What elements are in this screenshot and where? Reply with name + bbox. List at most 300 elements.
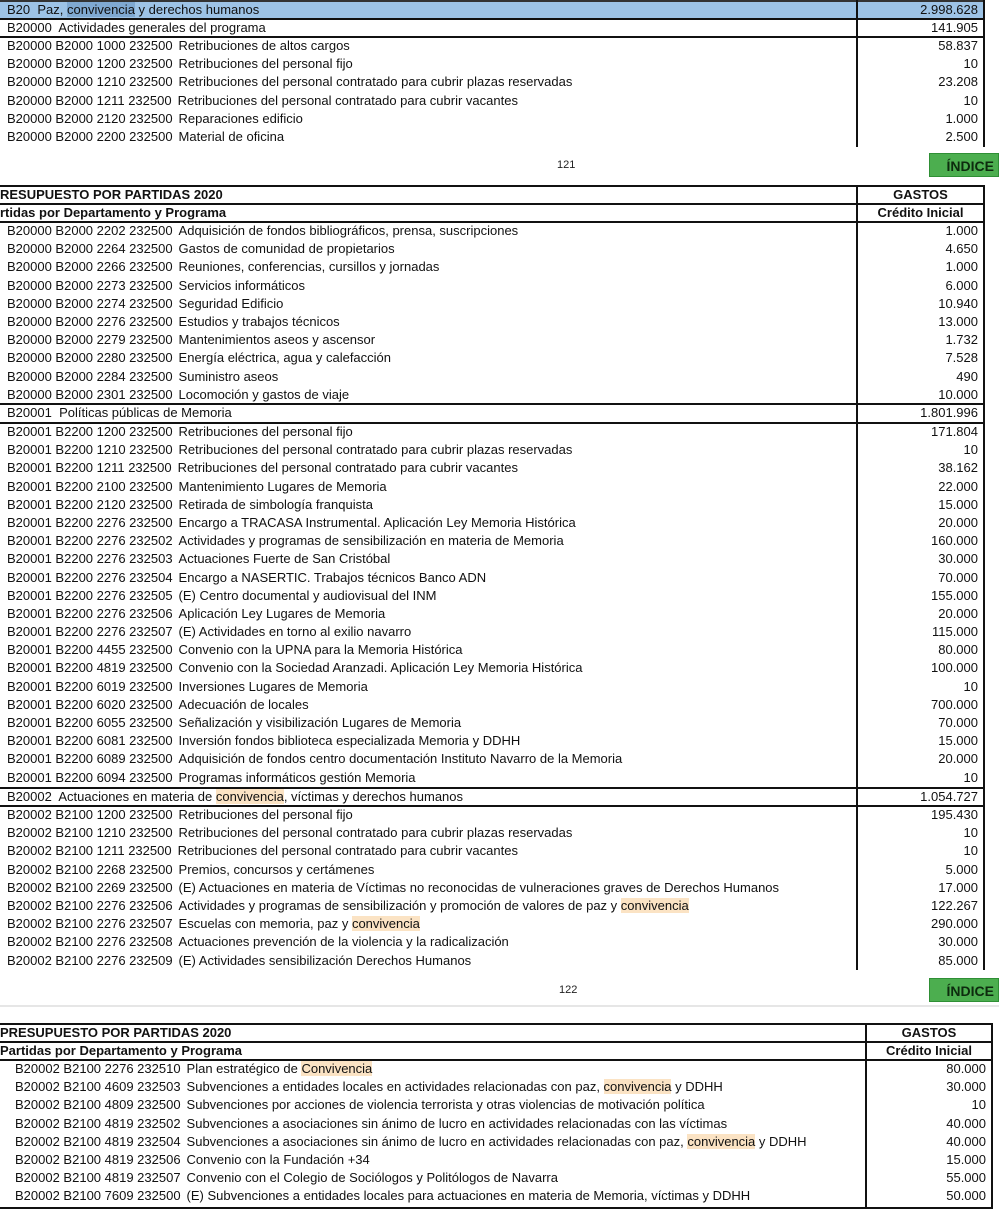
row-label: Subvenciones por acciones de violencia terrorista y otras violencias de motivación política [186,1097,705,1113]
subprogram-description [7,19,266,37]
table-row [0,423,985,441]
budget-code: B20001 B2200 6094 232500 [7,769,173,785]
budget-code: B20000 B2000 2280 232500 [7,350,173,366]
table-row [0,441,985,459]
row-description [7,550,390,568]
row-description [7,641,463,659]
row-label: Aplicación Ley Lugares de Memoria [178,605,386,621]
row-description [7,222,518,240]
index-button[interactable]: ÍNDICE [929,153,999,177]
table-row [0,769,985,787]
table-row [0,623,985,641]
row-amount: 85.000 [938,952,978,968]
row-description [7,952,471,970]
row-label: Suministro aseos [178,368,279,384]
row-label: (E) Subvenciones a entidades locales para actuaciones en materia de Memoria, víctimas y DDHH [186,1188,751,1204]
table-row [0,587,985,605]
budget-code: B20002 B2100 4819 232502 [15,1115,181,1131]
divider [0,0,985,2]
row-label: Inversión fondos biblioteca especializada Memoria y DDHH [178,733,521,749]
row-amount: 10.000 [938,386,978,402]
row-label: Premios, concursos y certámenes [178,861,375,877]
budget-code: B20002 B2100 4819 232506 [15,1151,181,1167]
table-row [0,824,985,842]
table-row [0,952,985,970]
row-amount: 30.000 [938,551,978,567]
row-label: Retribuciones del personal contratado para cubrir plazas reservadas [178,74,573,90]
row-amount: 1.000 [945,110,978,126]
row-label: Retribuciones del personal fijo [178,56,353,72]
budget-code: B20001 B2200 2276 232506 [7,605,173,621]
row-description [7,386,349,404]
row-label: Señalización y visibilización Lugares de Memoria [178,715,462,730]
row-label: Gastos de comunidad de propietarios [178,241,395,257]
row-description [7,769,416,787]
row-description [7,732,520,750]
row-amount: 490 [956,368,978,384]
row-amount: 20.000 [938,751,978,767]
row-label-tail: y DDHH [671,1079,723,1095]
row-amount: 10 [971,1097,986,1113]
line-items [0,222,985,404]
row-amount: 15.000 [938,733,978,749]
table-row [0,1078,993,1096]
row-description [7,128,284,146]
row-description [7,240,395,258]
row-description [7,514,576,532]
row-description [7,861,374,879]
row-amount: 1.732 [945,332,978,348]
row-label: Adquisición de fondos centro documentación Instituto Navarro de la Memoria [178,751,623,767]
budget-code: B20002 B2100 2276 232510 [15,1061,181,1076]
row-amount: 10 [963,825,978,841]
row-amount: 171.804 [931,424,978,439]
row-description [7,331,375,349]
table-title: RESUPUESTO POR PARTIDAS 2020 [0,187,223,202]
row-label: Seguridad Edificio [178,295,284,311]
budget-code: B20002 B2100 2276 232509 [7,952,173,968]
budget-code: B20001 B2200 2276 232507 [7,624,173,640]
row-label: Retribuciones del personal fijo [178,807,353,822]
row-amount: 23.208 [938,74,978,90]
row-label: Subvenciones a asociaciones sin ánimo de lucro en actividades relacionadas con paz, [186,1133,688,1149]
table-row [0,92,985,110]
page-number: 121 [557,159,576,171]
divider [0,1059,993,1061]
row-amount: 100.000 [931,660,978,676]
budget-code: B20001 B2200 6089 232500 [7,751,173,767]
row-amount: 7.528 [945,350,978,366]
table-row [0,532,985,550]
search-highlight: Convivencia [301,1061,373,1076]
row-label: Actuaciones prevención de la violencia y la radicalización [178,934,509,950]
row-label: Subvenciones a entidades locales en actividades relacionadas con paz, [186,1079,604,1095]
column-divider [983,185,985,970]
budget-code: B20002 B2100 7609 232500 [15,1188,181,1204]
row-amount: 22.000 [938,478,978,494]
budget-code: B20000 B2000 1210 232500 [7,74,173,90]
divider [0,203,985,205]
row-label: Encargo a TRACASA Instrumental. Aplicación Ley Memoria Histórica [178,514,576,530]
subprogram-label-part: Actuaciones en materia de [58,789,216,804]
row-description [15,1078,723,1096]
row-label: Estudios y trabajos técnicos [178,313,340,329]
column-divider [856,185,858,970]
row-description [7,915,420,933]
row-label: (E) Centro documental y audiovisual del INM [178,587,437,603]
row-amount: 10 [963,678,978,694]
row-amount: 115.000 [931,624,978,640]
row-amount: 58.837 [938,38,978,53]
row-amount: 80.000 [946,1061,986,1076]
table-row [0,550,985,568]
row-amount: 10 [963,843,978,859]
table-row [0,73,985,91]
subprogram-row [0,19,985,37]
divider [0,787,985,789]
row-amount: 40.000 [946,1133,986,1149]
budget-code: B20002 B2100 2276 232507 [7,916,173,932]
budget-code: B20001 B2200 2120 232500 [7,496,173,512]
row-amount: 2.500 [945,128,978,144]
row-label: Retribuciones del personal contratado para cubrir vacantes [177,92,518,108]
budget-code: B20001 B2200 1210 232500 [7,442,173,458]
row-amount: 10 [963,442,978,458]
table-row [0,1115,993,1133]
row-description [7,714,461,732]
row-label: Material de oficina [178,128,285,144]
table-subtitle: Partidas por Departamento y Programa [0,1043,243,1058]
divider [0,221,985,223]
subprogram-total: 141.905 [931,20,978,35]
table-row [0,915,985,933]
row-label: Retribuciones del personal fijo [178,424,353,439]
budget-code: B20001 B2200 2276 232504 [7,569,173,585]
budget-code: B20000 B2000 2273 232500 [7,277,173,293]
row-amount: 6.000 [945,277,978,293]
row-label: Adquisición de fondos bibliográficos, prensa, suscripciones [178,223,519,238]
table-row [0,349,985,367]
column-divider [856,0,858,147]
budget-code: B20002 B2100 4819 232504 [15,1133,181,1149]
budget-code: B20002 B2100 1211 232500 [7,843,172,859]
row-description [7,277,305,295]
table-row [0,897,985,915]
budget-code: B20000 B2000 2279 232500 [7,332,173,348]
row-amount: 10 [963,92,978,108]
row-label: Programas informáticos gestión Memoria [178,769,416,785]
row-label: Retribuciones del personal contratado para cubrir vacantes [177,843,518,859]
divider [0,422,985,424]
table-row [0,313,985,331]
row-description [7,73,572,91]
table-row [0,842,985,860]
row-amount: 20.000 [938,514,978,530]
column-divider [983,0,985,147]
table-row [0,258,985,276]
row-amount: 160.000 [931,533,978,549]
row-label: Retribuciones de altos cargos [178,38,350,53]
row-description [7,92,518,110]
row-label: Convenio con la UPNA para la Memoria Histórica [178,642,463,658]
row-label: Reuniones, conferencias, cursillos y jornadas [178,259,440,275]
budget-code: B20001 B2200 6019 232500 [7,678,173,694]
row-label: Retribuciones del personal contratado para cubrir plazas reservadas [178,442,573,458]
budget-code: B20002 B2100 1200 232500 [7,807,173,822]
row-description [7,37,350,55]
table-row [0,277,985,295]
search-highlight: convivencia [351,916,420,932]
row-description [15,1151,370,1169]
column-header-gastos: GASTOS [893,187,948,202]
column-header-credito: Crédito Inicial [877,205,964,220]
row-label: Retribuciones del personal contratado para cubrir plazas reservadas [178,825,573,841]
table-row [0,128,985,146]
column-header-gastos: GASTOS [901,1025,957,1040]
table-row [0,861,985,879]
table-row [0,331,985,349]
row-label: Escuelas con memoria, paz y [178,916,352,932]
row-amount: 10 [963,769,978,785]
row-label: (E) Actividades en torno al exilio navarro [178,624,412,640]
budget-code: B20001 B2200 6020 232500 [7,696,173,712]
budget-code: B20001 B2200 4455 232500 [7,642,173,658]
row-description [7,313,340,331]
table-row [0,696,985,714]
table-row [0,1169,993,1187]
row-description [7,569,486,587]
line-items [0,423,985,787]
table-row [0,750,985,768]
row-description [7,605,385,623]
row-amount: 38.162 [938,460,978,476]
budget-code: B20000 B2000 1200 232500 [7,56,173,72]
page-number: 122 [559,984,578,996]
table-row [0,459,985,477]
subprogram-label: Actividades generales del programa [58,20,266,35]
row-description [15,1169,558,1187]
line-items [0,37,985,146]
row-amount: 15.000 [938,496,978,512]
row-description [7,678,368,696]
budget-code: B20000 B2000 1211 232500 [7,92,172,108]
line-items [0,1060,993,1206]
row-amount: 10 [963,56,978,72]
row-description [15,1115,727,1133]
row-amount: 30.000 [946,1079,986,1095]
budget-code: B20001 B2200 2100 232500 [7,478,173,494]
row-amount: 1.000 [945,259,978,275]
budget-code: B20000 B2000 2284 232500 [7,368,173,384]
row-label: Mantenimientos aseos y ascensor [178,332,376,348]
divider [0,36,985,38]
table-row [0,1060,993,1078]
row-amount: 155.000 [931,587,978,603]
budget-code: B20001 B2200 1211 232500 [7,460,172,476]
row-label: Plan estratégico de [186,1061,302,1076]
row-amount: 80.000 [938,642,978,658]
row-description [7,879,779,897]
row-description [7,258,439,276]
row-description [7,459,518,477]
row-amount: 17.000 [938,879,978,895]
table-row [0,678,985,696]
search-highlight: convivencia [215,789,284,804]
row-description [7,897,689,915]
budget-code: B20000 B2000 2200 232500 [7,128,173,144]
program-label-part: Paz, [37,2,67,17]
table-row [0,714,985,732]
divider [0,1023,993,1025]
subprogram-total: 1.801.996 [920,405,978,420]
row-label: Inversiones Lugares de Memoria [178,678,368,694]
budget-code: B20002 B2100 4609 232503 [15,1079,181,1095]
row-amount: 20.000 [938,605,978,621]
row-amount: 13.000 [938,313,978,329]
table-row [0,496,985,514]
row-amount: 70.000 [938,715,978,730]
subprogram-description [7,404,232,422]
row-label: Actuaciones Fuerte de San Cristóbal [178,551,391,567]
table-row [0,368,985,386]
subprogram-label-part: , víctimas y derechos humanos [283,789,464,804]
table-row [0,659,985,677]
row-label: Energía eléctrica, agua y calefacción [178,350,392,366]
budget-code: B20001 B2200 2276 232502 [7,533,173,549]
table-subtitle: rtidas por Departamento y Programa [0,205,227,220]
budget-code: B20001 B2200 1200 232500 [7,424,173,439]
budget-code: B20000 B2000 2274 232500 [7,295,173,311]
budget-code: B20000 B2000 2266 232500 [7,259,173,275]
row-amount: 70.000 [938,569,978,585]
subprogram-code: B20002 [7,789,52,804]
budget-code: B20001 B2200 2276 232500 [7,514,173,530]
table-row [0,1096,993,1114]
table-row [0,240,985,258]
subprogram-total: 1.054.727 [920,789,978,804]
table-row [0,55,985,73]
program-label-part: y derechos humanos [134,2,260,17]
program-description [7,1,259,19]
row-label: Adecuación de locales [178,696,309,712]
row-description [7,587,437,605]
budget-code: B20002 B2100 2268 232500 [7,861,173,877]
table-row [0,514,985,532]
budget-code: B20002 B2100 4809 232500 [15,1097,181,1113]
row-amount: 30.000 [938,934,978,950]
row-label: Convenio con la Fundación +34 [186,1151,370,1167]
row-description [15,1187,750,1205]
row-description [7,110,303,128]
row-description [15,1096,705,1114]
budget-code: B20002 B2100 2276 232506 [7,897,173,913]
row-label: Actividades y programas de sensibilización en materia de Memoria [178,533,564,549]
row-label: Reparaciones edificio [178,110,303,126]
index-button[interactable]: ÍNDICE [929,978,999,1002]
row-label: Retribuciones del personal contratado para cubrir vacantes [177,460,518,476]
budget-code: B20002 B2100 1210 232500 [7,825,173,841]
row-amount: 5.000 [945,861,978,877]
row-amount: 50.000 [946,1188,986,1204]
budget-code: B20001 B2200 2276 232505 [7,587,173,603]
divider [0,403,985,405]
row-label: Mantenimiento Lugares de Memoria [178,478,387,494]
table-row [0,1151,993,1169]
divider [0,185,985,187]
subprogram-description [7,788,463,806]
row-description [7,933,509,951]
column-header-credito: Crédito Inicial [886,1043,972,1058]
row-description [7,696,309,714]
row-description [7,842,518,860]
budget-code: B20000 B2000 2120 232500 [7,110,173,126]
row-description [7,423,353,441]
row-label: Convenio con la Sociedad Aranzadi. Aplicación Ley Memoria Histórica [178,660,583,676]
row-label-tail: y DDHH [755,1133,807,1149]
row-description [15,1060,372,1078]
search-highlight: convivencia [603,1079,672,1095]
row-label: (E) Actuaciones en materia de Víctimas no reconocidas de vulneraciones graves de Derechos Humanos [178,879,780,895]
row-amount: 122.267 [931,897,978,913]
table-row [0,295,985,313]
budget-code: B20001 B2200 6055 232500 [7,715,173,730]
row-description [7,750,622,768]
row-description [7,55,353,73]
row-label: Locomoción y gastos de viaje [178,386,350,402]
table-row [0,732,985,750]
row-amount: 15.000 [946,1151,986,1167]
budget-code: B20000 B2000 1000 232500 [7,38,173,53]
row-label: Actividades y programas de sensibilización y promoción de valores de paz y [178,897,621,913]
row-label: Subvenciones a asociaciones sin ánimo de lucro en actividades relacionadas con las víctimas [186,1115,728,1131]
table-row [0,478,985,496]
search-highlight: convivencia [620,897,689,913]
budget-code: B20000 B2000 2264 232500 [7,241,173,257]
subprogram-label: Políticas públicas de Memoria [59,405,232,420]
divider [0,805,985,807]
row-label: (E) Actividades sensibilización Derechos Humanos [178,952,472,968]
program-code: B20 [7,2,31,17]
row-amount: 4.650 [945,241,978,257]
line-items [0,806,985,970]
row-description [7,441,572,459]
divider [0,1041,993,1043]
table-row [0,569,985,587]
row-description [7,478,387,496]
row-label: Encargo a NASERTIC. Trabajos técnicos Banco ADN [178,569,487,585]
divider [0,1207,993,1209]
program-row [0,1,985,19]
table-subtitle-row [0,1042,993,1060]
table-title-row [0,186,985,204]
subprogram-code: B20001 [7,405,52,420]
budget-code: B20002 B2100 2276 232508 [7,934,173,950]
table-row [0,1133,993,1151]
table-row [0,806,985,824]
budget-code: B20000 B2000 2276 232500 [7,313,173,329]
row-description [15,1133,807,1151]
budget-code: B20000 B2000 2301 232500 [7,386,173,402]
budget-code: B20002 B2100 4819 232507 [15,1170,181,1186]
row-description [7,806,353,824]
table-row [0,386,985,404]
row-amount: 10.940 [938,295,978,311]
table-row [0,222,985,240]
table-row [0,641,985,659]
row-description [7,295,283,313]
column-divider [991,1023,993,1208]
table-title-row [0,1024,993,1042]
